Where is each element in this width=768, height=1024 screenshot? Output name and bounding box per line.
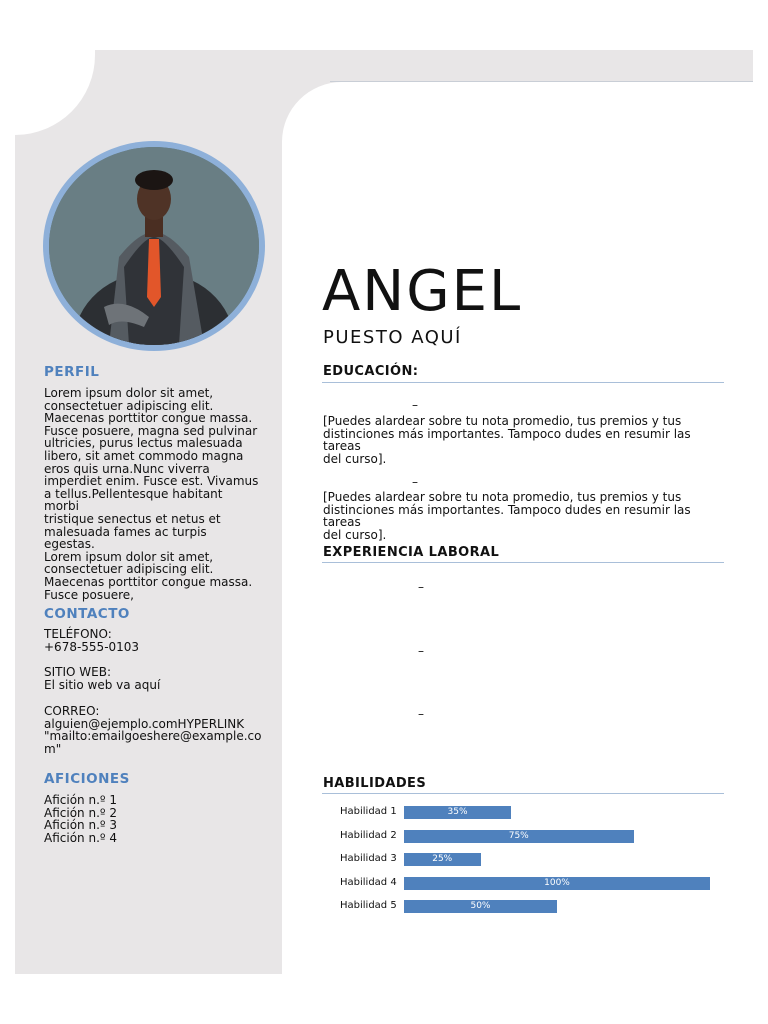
- profile-line: Maecenas porttitor congue massa.: [44, 411, 253, 426]
- profile-line: malesuada fames ac turpis egestas.: [44, 524, 207, 552]
- profile-line: Fusce posuere, magna sed pulvinar: [44, 423, 258, 438]
- skill-track: [404, 877, 710, 890]
- skill-bar: 50%: [404, 900, 557, 913]
- contact-website: [44, 666, 260, 691]
- education-heading: EDUCACIÓN:: [323, 364, 419, 379]
- experience-rule: [322, 562, 724, 563]
- contact-heading: CONTACTO: [44, 606, 130, 622]
- education-dash: –: [412, 398, 418, 412]
- skill-track: [404, 806, 710, 819]
- profile-line: ultricies, purus lectus malesuada: [44, 436, 243, 451]
- education-rule: [322, 382, 724, 383]
- hobby-item: Afición n.º 3: [44, 818, 117, 833]
- profile-line: Fusce posuere,: [44, 587, 134, 602]
- education-line: del curso].: [323, 527, 387, 542]
- candidate-name: ANGEL: [322, 259, 523, 324]
- email-value-line[interactable]: m": [44, 741, 62, 756]
- profile-line: a tellus.Pellentesque habitant morbi: [44, 486, 223, 514]
- experience-dash: –: [418, 644, 424, 658]
- education-line: [Puedes alardear sobre tu nota promedio, tus premios y tus: [323, 490, 682, 504]
- profile-line: tristique senectus et netus et: [44, 511, 221, 526]
- skill-label: Habilidad 5: [340, 900, 397, 911]
- skill-bar: 75%: [404, 830, 634, 843]
- skill-label: Habilidad 4: [340, 877, 397, 888]
- skill-track: [404, 830, 710, 843]
- experience-dash: –: [418, 580, 424, 594]
- hobby-item: Afición n.º 2: [44, 805, 117, 820]
- panel-top-line: [330, 81, 753, 82]
- email-value-line[interactable]: "mailto:emailgoeshere@example.co: [44, 729, 262, 744]
- skill-bar: 35%: [404, 806, 511, 819]
- profile-line: eros quis urna.Nunc viverra: [44, 461, 210, 476]
- education-line: distinciones más importantes. Tampoco dudes en resumir las tareas: [323, 426, 691, 454]
- hobby-item: Afición n.º 1: [44, 793, 117, 807]
- experience-dash: –: [418, 707, 424, 721]
- phone-label: TELÉFONO:: [44, 627, 112, 641]
- skill-track: [404, 900, 710, 913]
- skills-rule: [322, 793, 724, 794]
- education-line: del curso].: [323, 451, 387, 466]
- education-line: [Puedes alardear sobre tu nota promedio, tus premios y tus: [323, 414, 682, 428]
- skills-heading: HABILIDADES: [323, 776, 427, 791]
- email-label: CORREO:: [44, 704, 100, 718]
- profile-line: Lorem ipsum dolor sit amet,: [44, 386, 214, 400]
- skill-track: [404, 853, 710, 866]
- hobbies-list: [44, 794, 260, 844]
- profile-line: Lorem ipsum dolor sit amet,: [44, 549, 214, 564]
- profile-line: Maecenas porttitor congue massa.: [44, 574, 253, 589]
- email-value-line[interactable]: alguien@ejemplo.comHYPERLINK: [44, 716, 245, 731]
- experience-heading: EXPERIENCIA LABORAL: [323, 545, 500, 560]
- education-entry: [323, 415, 728, 465]
- profile-line: consectetuer adipiscing elit.: [44, 398, 214, 413]
- contact-email: [44, 705, 260, 755]
- website-value[interactable]: El sitio web va aquí: [44, 677, 161, 692]
- skill-bar: 100%: [404, 877, 710, 890]
- profile-line: libero, sit amet commodo magna: [44, 448, 244, 463]
- job-title: PUESTO AQUÍ: [323, 327, 462, 348]
- education-entry: [323, 491, 728, 541]
- skill-bar: 25%: [404, 853, 481, 866]
- profile-line: imperdiet enim. Fusce est. Vivamus: [44, 474, 259, 489]
- contact-phone: [44, 628, 260, 653]
- skill-label: Habilidad 1: [340, 806, 397, 817]
- profile-photo: [49, 147, 259, 345]
- hobbies-heading: AFICIONES: [44, 771, 130, 787]
- website-label: SITIO WEB:: [44, 665, 112, 679]
- profile-line: consectetuer adipiscing elit.: [44, 562, 214, 577]
- skill-label: Habilidad 2: [340, 830, 397, 841]
- profile-heading: PERFIL: [44, 364, 100, 380]
- skill-label: Habilidad 3: [340, 853, 397, 864]
- education-dash: –: [412, 475, 418, 489]
- phone-value[interactable]: +678-555-0103: [44, 639, 140, 654]
- hobby-item: Afición n.º 4: [44, 830, 117, 845]
- education-line: distinciones más importantes. Tampoco dudes en resumir las tareas: [323, 502, 691, 530]
- profile-text: [44, 387, 260, 601]
